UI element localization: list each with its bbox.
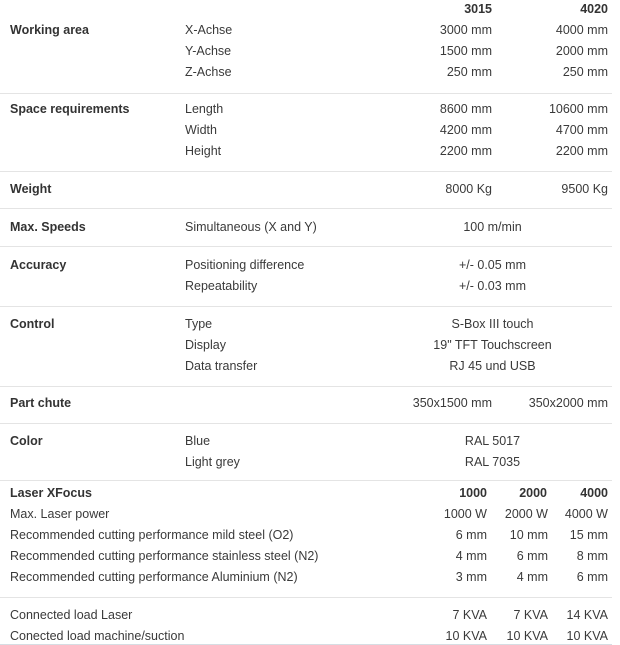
row-divider	[0, 246, 612, 247]
row-label: Repeatability	[185, 279, 258, 293]
value-4020: 250 mm	[562, 65, 608, 79]
value-2000: 6 mm	[516, 549, 548, 563]
value-4020: 2200 mm	[555, 144, 608, 158]
value-2000: 2000 W	[504, 507, 548, 521]
row-label: Y-Achse	[185, 44, 232, 58]
column-header-3015: 3015	[464, 2, 492, 16]
laser-column-1000: 1000	[459, 486, 487, 500]
row-label: Recommended cutting performance stainless steel (N2)	[10, 549, 319, 563]
section-label-laser: Laser XFocus	[10, 486, 92, 500]
value-2000: 10 KVA	[506, 629, 548, 643]
value-3015: 4200 mm	[439, 123, 492, 137]
row-divider	[0, 423, 612, 424]
row-divider	[0, 597, 612, 598]
value-4000: 8 mm	[576, 549, 608, 563]
row-label: Blue	[185, 434, 211, 448]
value-4020: 4700 mm	[555, 123, 608, 137]
value-shared: S-Box III touch	[451, 317, 534, 331]
value-1000: 3 mm	[455, 570, 487, 584]
value-3015: 2200 mm	[439, 144, 492, 158]
row-label: Z-Achse	[185, 65, 232, 79]
value-1000: 1000 W	[443, 507, 487, 521]
value-2000: 7 KVA	[513, 608, 548, 622]
row-label: Height	[185, 144, 222, 158]
value-1000: 10 KVA	[445, 629, 487, 643]
value-4000: 6 mm	[576, 570, 608, 584]
row-label: Length	[185, 102, 224, 116]
row-label: Data transfer	[185, 359, 258, 373]
section-label-space: Space requirements	[10, 102, 130, 116]
row-divider	[0, 208, 612, 209]
value-3015: 8000 Kg	[445, 182, 492, 196]
value-4020: 350x2000 mm	[528, 396, 608, 410]
row-label: Recommended cutting performance Aluminium (N2)	[10, 570, 298, 584]
row-label: Conected load machine/suction	[10, 629, 185, 643]
section-label-speeds: Max. Speeds	[10, 220, 86, 234]
value-1000: 6 mm	[455, 528, 487, 542]
section-label-chute: Part chute	[10, 396, 72, 410]
row-label: Recommended cutting performance mild steel (O2)	[10, 528, 294, 542]
value-shared: 19" TFT Touchscreen	[433, 338, 552, 352]
section-label-working-area: Working area	[10, 23, 89, 37]
row-label: Display	[185, 338, 226, 352]
laser-column-4000: 4000	[580, 486, 608, 500]
value-shared: RJ 45 und USB	[449, 359, 536, 373]
row-label: Width	[185, 123, 217, 137]
row-label: Connected load Laser	[10, 608, 133, 622]
section-label-color: Color	[10, 434, 43, 448]
value-3015: 1500 mm	[439, 44, 492, 58]
row-divider	[0, 93, 612, 94]
row-label: Light grey	[185, 455, 240, 469]
value-2000: 4 mm	[516, 570, 548, 584]
value-4000: 10 KVA	[566, 629, 608, 643]
row-label: Simultaneous (X and Y)	[185, 220, 317, 234]
value-shared: +/- 0.05 mm	[458, 258, 527, 272]
row-divider	[0, 480, 612, 481]
value-4020: 4000 mm	[555, 23, 608, 37]
laser-column-2000: 2000	[519, 486, 547, 500]
value-shared: +/- 0.03 mm	[458, 279, 527, 293]
value-shared: RAL 5017	[464, 434, 521, 448]
value-4020: 9500 Kg	[561, 182, 608, 196]
row-label: X-Achse	[185, 23, 233, 37]
value-4000: 14 KVA	[566, 608, 608, 622]
row-divider	[0, 171, 612, 172]
value-shared: 100 m/min	[463, 220, 522, 234]
value-3015: 8600 mm	[439, 102, 492, 116]
value-1000: 7 KVA	[452, 608, 487, 622]
value-4000: 15 mm	[569, 528, 608, 542]
row-divider	[0, 386, 612, 387]
value-3015: 250 mm	[446, 65, 492, 79]
section-label-control: Control	[10, 317, 55, 331]
section-label-accuracy: Accuracy	[10, 258, 67, 272]
value-2000: 10 mm	[509, 528, 548, 542]
value-4020: 10600 mm	[548, 102, 608, 116]
section-label-weight: Weight	[10, 182, 52, 196]
value-4000: 4000 W	[564, 507, 608, 521]
row-divider	[0, 306, 612, 307]
value-4020: 2000 mm	[555, 44, 608, 58]
value-shared: RAL 7035	[464, 455, 521, 469]
column-header-4020: 4020	[580, 2, 608, 16]
row-label: Max. Laser power	[10, 507, 110, 521]
value-1000: 4 mm	[455, 549, 487, 563]
value-3015: 3000 mm	[439, 23, 492, 37]
row-label: Positioning difference	[185, 258, 305, 272]
row-label: Type	[185, 317, 213, 331]
value-3015: 350x1500 mm	[412, 396, 492, 410]
